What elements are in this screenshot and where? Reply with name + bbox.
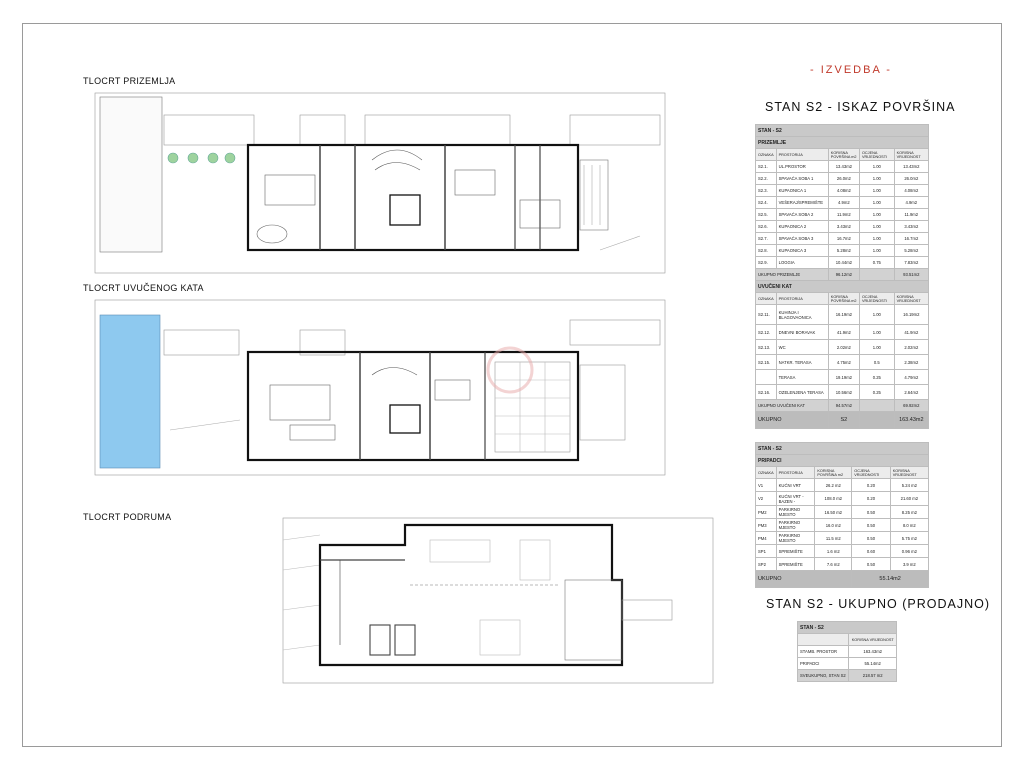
section-upper: UVUČENI KAT <box>756 281 929 293</box>
col-header: KORISNA VRIJEDNOST <box>894 149 928 161</box>
col-header: OZNAKA <box>756 467 777 479</box>
col-header: PROSTORIJA <box>776 149 828 161</box>
ground-floor-plan <box>95 93 665 273</box>
table-row: S2.11. KUHINJA I BLAGOVAONICA 16.19m2 1.00 16.19m2 <box>756 305 929 325</box>
col-header: OCJENA VRIJEDNOSTI <box>859 293 894 305</box>
table-row: PM2 PARKIRNO MJESTO 16.50 m2 0.50 8.25 m2 <box>756 506 929 519</box>
col-header: PROSTORIJA <box>776 467 815 479</box>
table-row: S2.15. NATKR. TERASA 4.75m2 0.5 2.38m2 <box>756 355 929 370</box>
table-row: S2.3. KUPAONICA 1 4.08m2 1.00 4.08m2 <box>756 185 929 197</box>
area-table-title: STAN - S2 <box>756 125 929 137</box>
col-header: OCJENA VRIJEDNOSTI <box>852 467 890 479</box>
basement-plan <box>283 518 713 683</box>
izvedba-label: - IZVEDBA - <box>810 64 892 76</box>
col-header: KORISNA VRIJEDNOST <box>894 293 928 305</box>
ground-floor-title: TLOCRT PRIZEMLJA <box>83 76 176 86</box>
pripadci-total-row: UKUPNO 55.14m2 <box>756 571 929 588</box>
col-header: KORISNA VRIJEDNOST <box>849 634 897 646</box>
upper-floor-plan <box>95 300 665 475</box>
table-row: STAMB. PROSTOR 163.43m2 <box>798 646 897 658</box>
col-header: KORISNA POVRŠINA m2 <box>815 467 852 479</box>
table-row: S2.1. UL.PROSTOR 13.43m2 1.00 13.43m2 <box>756 161 929 173</box>
table-row: S2.12. DNEVNI BORAVAK 41.9m2 1.00 41.9m2 <box>756 325 929 340</box>
col-header: OCJENA VRIJEDNOSTI <box>859 149 894 161</box>
table-row: PM4 PARKIRNO MJESTO 11.5 m2 0.50 5.75 m2 <box>756 532 929 545</box>
table-row: V2 KUĆNI VRT - BAZEN - 108.0 m2 0.20 21.60 m2 <box>756 492 929 506</box>
prodajno-title: STAN S2 - UKUPNO (PRODAJNO) <box>766 597 991 611</box>
table-row: S2.5. SPAVAĆA SOBA 2 11.9m2 1.00 11.9m2 <box>756 209 929 221</box>
prodajno-table <box>797 621 897 682</box>
table-row: TERASA 19.19m2 0.25 4.79m2 <box>756 370 929 385</box>
area-table <box>755 124 929 429</box>
table-row: S2.4. VEŠERAJ/SPREMIŠTE 4.9m2 1.00 4.9m2 <box>756 197 929 209</box>
upper-total-row: UKUPNO UVUČENI KAT 94.57m2 69.92m2 <box>756 400 929 412</box>
col-header: OZNAKA <box>756 293 777 305</box>
pripadci-table <box>755 442 929 588</box>
table-row: V1 KUĆNI VRT 26.2 m2 0.20 5.24 m2 <box>756 479 929 492</box>
table-row: S2.13. WC 2.02m2 1.00 2.02m2 <box>756 340 929 355</box>
col-header: PROSTORIJA <box>776 293 828 305</box>
table-row: SP2 SPREMIŠTE 7.6 m2 0.50 3.9 m2 <box>756 558 929 571</box>
col-header: KORISNA VRIJEDNOST <box>890 467 928 479</box>
table-row: SP1 SPREMIŠTE 1.6 m2 0.60 0.96 m2 <box>756 545 929 558</box>
pripadci-title: STAN - S2 <box>756 443 929 455</box>
basement-title: TLOCRT PODRUMA <box>83 512 172 522</box>
table-row: S2.2. SPAVAĆA SOBA 1 26.0m2 1.00 26.0m2 <box>756 173 929 185</box>
table-row: S2.8. KUPAONICA 3 5.28m2 1.00 5.28m2 <box>756 245 929 257</box>
ground-total-row: UKUPNO PRIZEMLJE 96.12m2 93.51m2 <box>756 269 929 281</box>
table-row: S2.16. OZELENJENA TERASA 10.56m2 0.25 2.64m2 <box>756 385 929 400</box>
col-header: KORISNA POVRŠINA m2 <box>828 293 859 305</box>
grand-total-row: UKUPNO S2 163.43m2 <box>756 412 929 429</box>
table-row: PM3 PARKIRNO MJESTO 16.0 m2 0.50 8.0 m2 <box>756 519 929 532</box>
table-row: S2.6. KUPAONICA 2 3.43m2 1.00 3.43m2 <box>756 221 929 233</box>
area-title: STAN S2 - ISKAZ POVRŠINA <box>765 100 956 114</box>
pripadci-subtitle: PRIPADCI <box>756 455 929 467</box>
table-row: PRIPADCI 55.14m2 <box>798 658 897 670</box>
col-header: KORISNA POVRŠINA m2 <box>828 149 859 161</box>
table-row: S2.9. LOGGIA 10.44m2 0.75 7.83m2 <box>756 257 929 269</box>
section-ground: PRIZEMLJE <box>756 137 929 149</box>
col-header: OZNAKA <box>756 149 777 161</box>
table-row: S2.7. SPAVAĆA SOBA 3 16.7m2 1.00 16.7m2 <box>756 233 929 245</box>
upper-floor-title: TLOCRT UVUČENOG KATA <box>83 283 204 293</box>
prodajno-total-row: SVEUKUPNO, STAN S2 218.57 m2 <box>798 670 897 682</box>
prodajno-table-title: STAN - S2 <box>798 622 897 634</box>
